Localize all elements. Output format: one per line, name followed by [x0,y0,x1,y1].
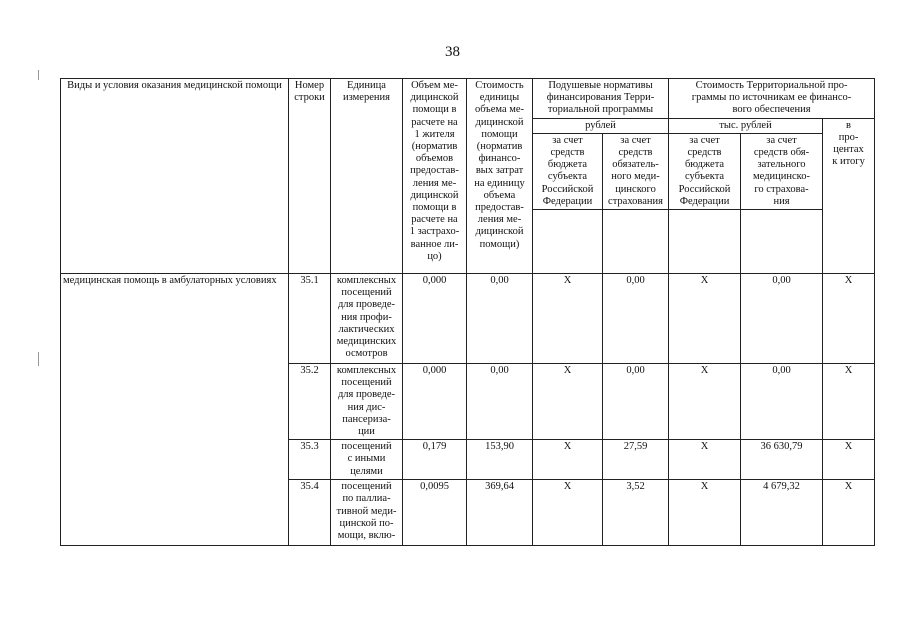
row-tp-oms: 0,00 [741,364,823,440]
header-tp-oms-spacer [741,210,823,274]
financing-table [60,78,875,546]
header-row-number: Номер строки [289,79,331,274]
row-unit: комплексных посещений для проведе- ния профи- лактических медицинских осмотров [331,274,403,364]
row-number: 35.3 [289,440,331,480]
header-pc-oms-spacer [603,210,669,274]
header-pc-budget-spacer [533,210,603,274]
header-per-capita-group: Подушевые нормативы финансирования Терри- ториальной программы [533,79,669,119]
page-number: 38 [445,44,460,60]
row-percent: X [823,274,875,364]
scan-artifact-mark [38,352,39,366]
header-tp-budget-spacer [669,210,741,274]
row-tp-budget: X [669,364,741,440]
row-volume: 0,000 [403,274,467,364]
row-pc-oms: 0,00 [603,364,669,440]
header-pc-oms: за счет средств обязатель- ного меди- цинского страхования [603,133,669,209]
row-tp-oms: 4 679,32 [741,480,823,546]
row-number: 35.4 [289,480,331,546]
row-unit: комплексных посещений для проведе- ния дис- пансериза- ции [331,364,403,440]
row-volume: 0,000 [403,364,467,440]
scan-artifact-mark [38,70,39,80]
header-program-cost-group: Стоимость Территориальной про- граммы по источникам ее финансо- вого обеспечения [669,79,875,119]
row-pc-oms: 0,00 [603,274,669,364]
header-unit-cost: Стоимость единицы объема ме- дицинской помощи (норматив финансо- вых затрат на единицу объема предостав- ления ме- дицинской помощи) [467,79,533,274]
row-tp-oms: 36 630,79 [741,440,823,480]
header-unit: Единица измерения [331,79,403,274]
row-tp-budget: X [669,480,741,546]
row-pc-budget: X [533,480,603,546]
row-number: 35.2 [289,364,331,440]
row-percent: X [823,440,875,480]
header-unit-rubles: рублей [533,118,669,133]
row-volume: 0,179 [403,440,467,480]
header-tp-oms: за счет средств обя- зательного медицинско- го страхова- ния [741,133,823,209]
row-tp-oms: 0,00 [741,274,823,364]
row-number: 35.1 [289,274,331,364]
row-unit-cost: 369,64 [467,480,533,546]
row-pc-oms: 3,52 [603,480,669,546]
row-tp-budget: X [669,440,741,480]
row-unit-cost: 153,90 [467,440,533,480]
row-percent: X [823,480,875,546]
row-volume: 0,0095 [403,480,467,546]
header-tp-budget: за счет средств бюджета субъекта Российской Федерации [669,133,741,209]
row-unit-cost: 0,00 [467,274,533,364]
row-pc-budget: X [533,364,603,440]
row-pc-budget: X [533,274,603,364]
section-label: медицинская помощь в амбулаторных условиях [61,274,289,546]
row-unit: посещений с иными целями [331,440,403,480]
header-percent-total: в про- центах к итогу [823,118,875,273]
row-pc-budget: X [533,440,603,480]
row-unit: посещений по паллиа- тивной меди- цинской по- мощи, вклю- [331,480,403,546]
header-unit-thousand-rubles: тыс. рублей [669,118,823,133]
header-volume: Объем ме- дицинской помощи в расчете на 1 жителя (норматив объемов предостав- ления ме- дицинской помощи в расчете на 1 застрахо- ванное ли- цо) [403,79,467,274]
row-unit-cost: 0,00 [467,364,533,440]
row-percent: X [823,364,875,440]
table-row [61,274,875,364]
header-type-of-care: Виды и условия оказания медицинской помощи [61,79,289,274]
row-pc-oms: 27,59 [603,440,669,480]
row-tp-budget: X [669,274,741,364]
header-pc-budget: за счет средств бюджета субъекта Российской Федерации [533,133,603,209]
